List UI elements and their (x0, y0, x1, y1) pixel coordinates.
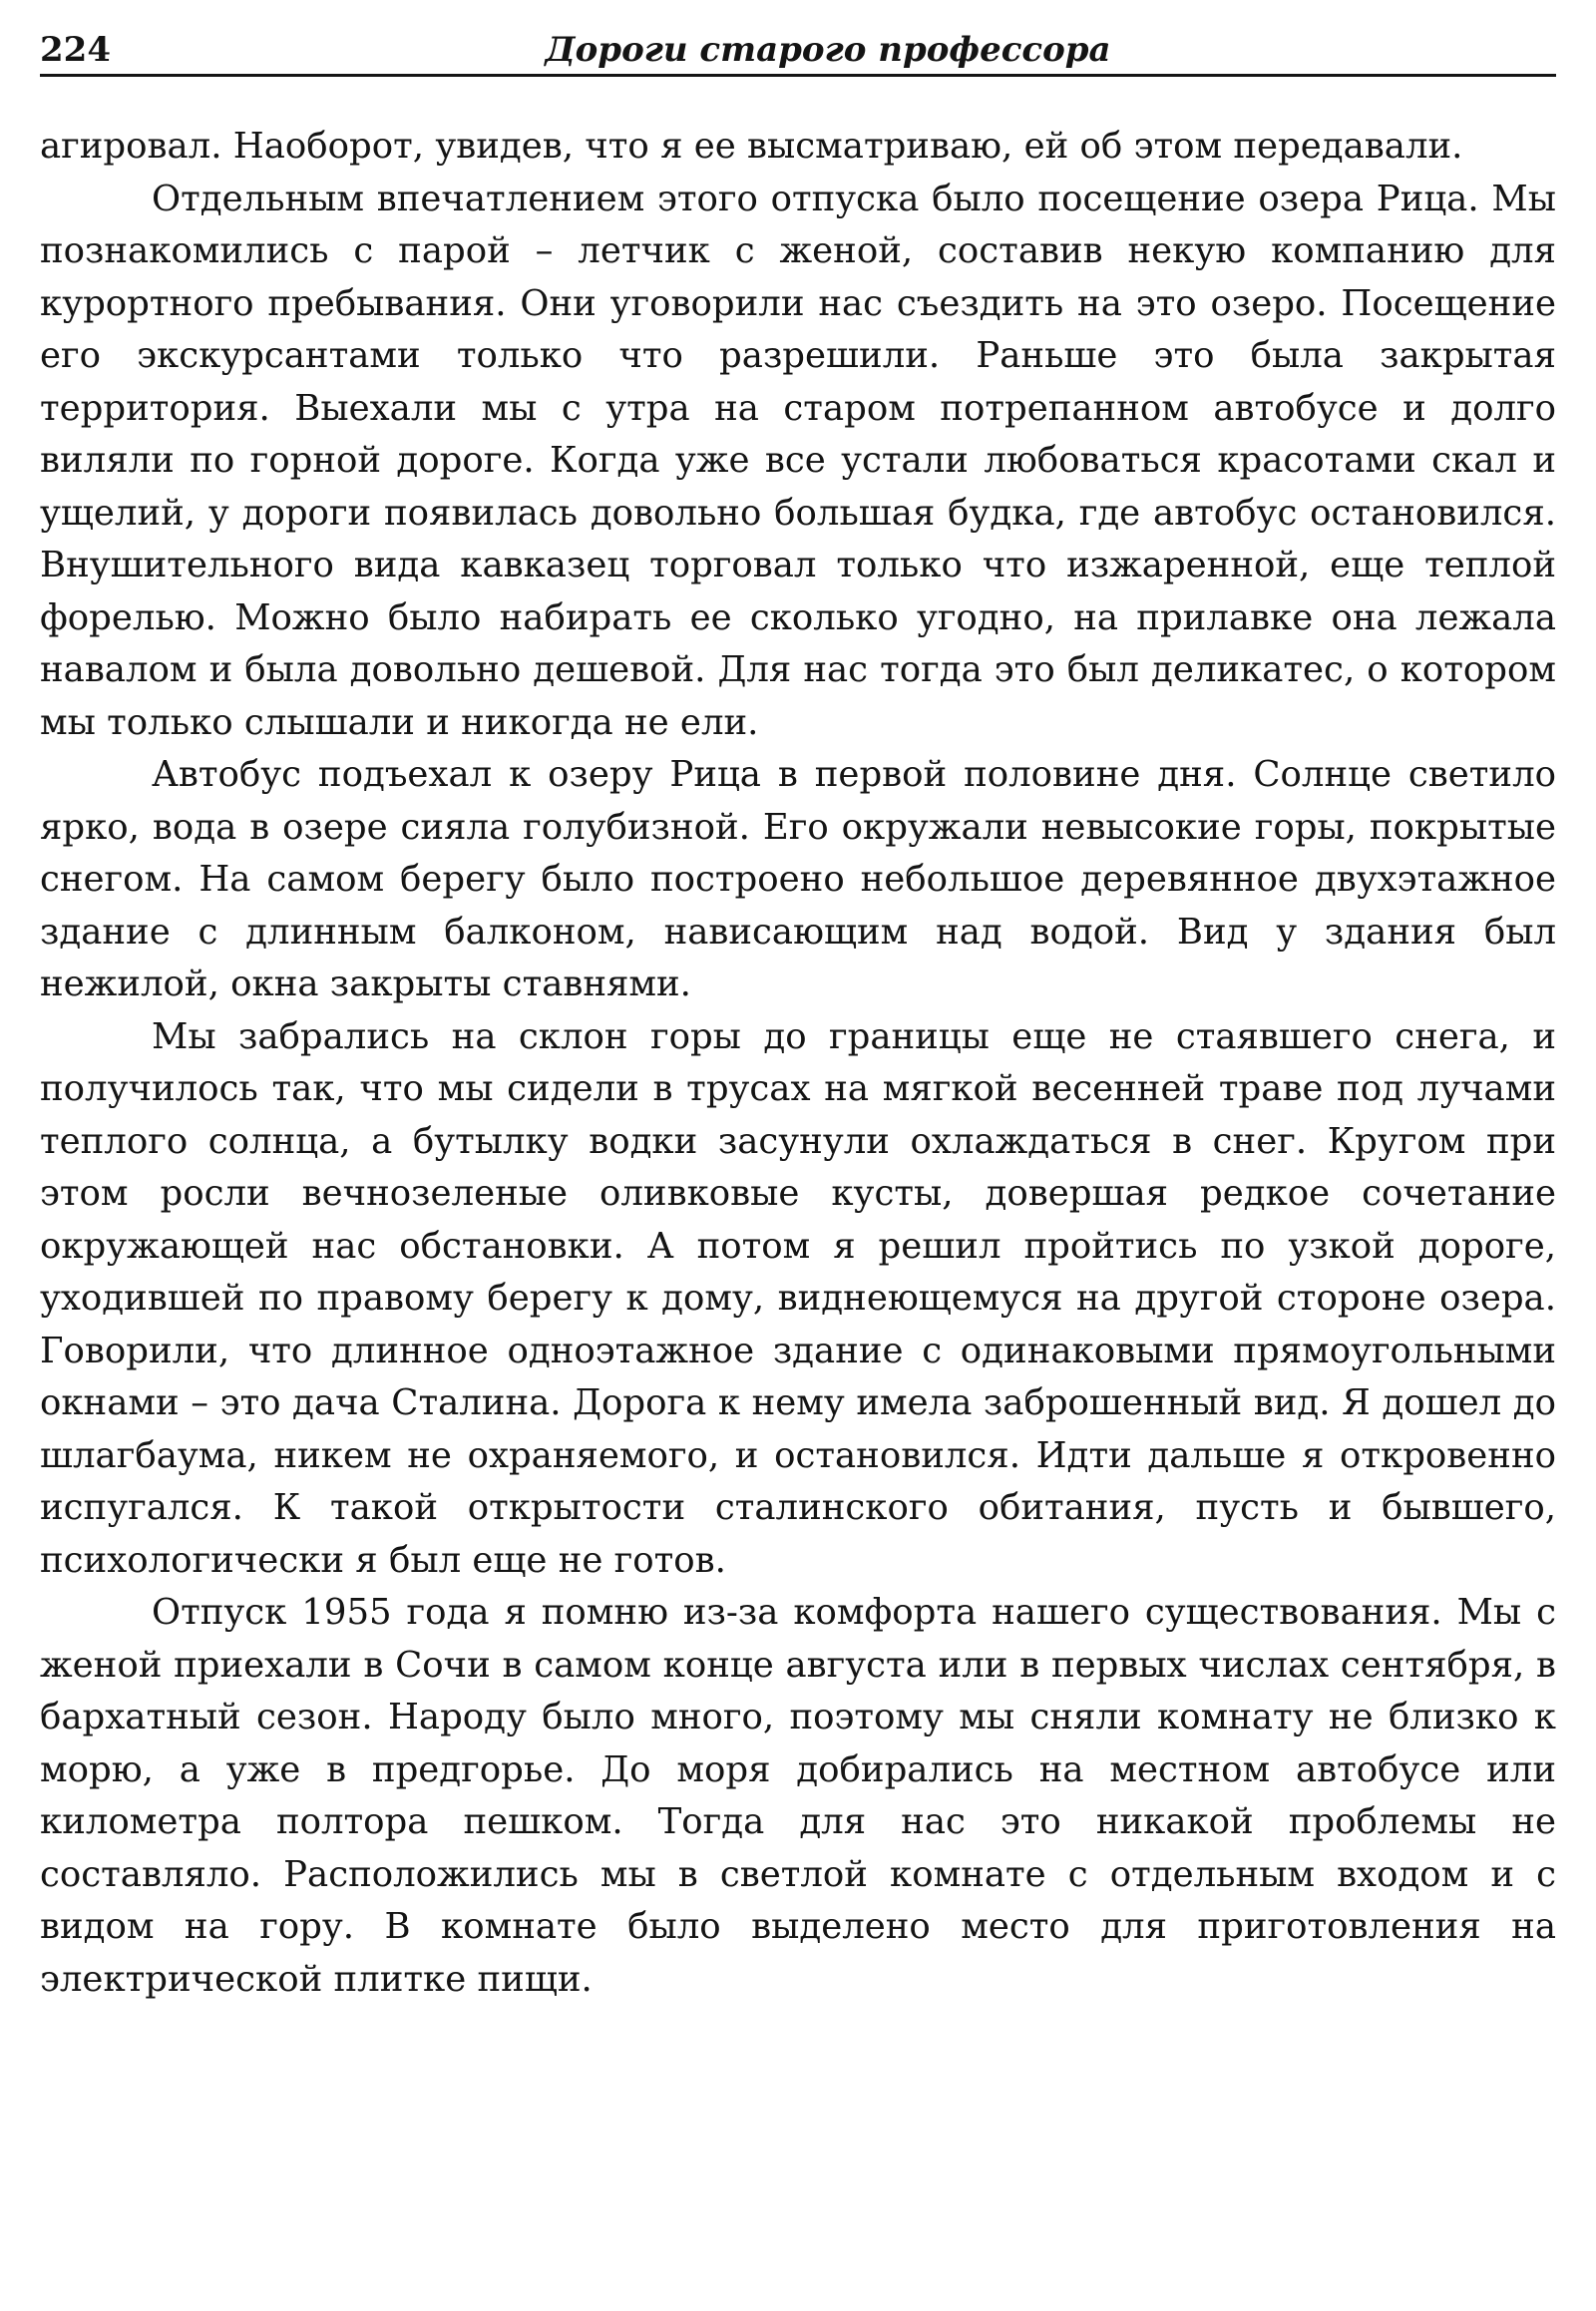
paragraph-5: Отпуск 1955 года я помню из-за комфорта нашего существования. Мы с женой приехали в Сочи в самом конце августа или в первых числах сентября, в бархатный сезон. Народу было много, поэтому мы сняли комнату не близко к морю, а уже в предгорье. До моря добирались на местном автобусе или километра полтора пешком. Тогда для нас это никакой проблемы не составляло. Расположились мы в светлой комнате с отдельным входом и с видом на гору. В комнате было выделено место для приготовления на электрической плитке пищи. (40, 1592, 1556, 2000)
paragraph-4: Мы забрались на склон горы до границы еще не стаявшего снега, и получилось так, что мы сидели в трусах на мягкой весенней траве под лучами теплого солнца, а бутылку водки засунули охлаждаться в снег. Кругом при этом росли вечнозеленые оливковые кусты, довершая редкое сочетание окружающей нас обстановки. А потом я решил пройтись по узкой дороге, уходившей по правому берегу к дому, виднеющемуся на другой стороне озера. Говорили, что длинное одноэтажное здание с одинаковыми прямоугольными окнами – это дача Сталина. Дорога к нему имела заброшенный вид. Я дошел до шлагбаума, никем не охраняемого, и остановился. Идти дальше я откровенно испугался. К такой открытости сталинского обитания, пусть и бывшего, психологически я был еще не готов. (40, 1015, 1556, 1581)
paragraph-3: Автобус подъехал к озеру Рица в первой половине дня. Солнце светило ярко, вода в озере сияла голубизной. Его окружали невысокие горы, покрытые снегом. На самом берегу было построено небольшое деревянное двухэтажное здание с длинным балконом, нависающим над водой. Вид у здания был нежилой, окна закрыты ставнями. (40, 754, 1556, 1004)
running-title: Дороги старого профессора (545, 30, 1111, 70)
book-page (40, 30, 1556, 2006)
paragraph-2: Отдельным впечатлением этого отпуска было посещение озера Рица. Мы познакомились с парой – летчик с женой, составив некую компанию для курортного пребывания. Они уговорили нас съездить на это озеро. Посещение его экскурсантами только что разрешили. Раньше это была закрытая территория. Выехали мы с утра на старом потрепанном автобусе и долго виляли по горной дороге. Когда уже все устали любоваться красотами скал и ущелий, у дороги появилась довольно большая будка, где автобус остановился. Внушительного вида кавказец торговал только что изжаренной, еще теплой форелью. Можно было набирать ее сколько угодно, на прилавке она лежала навалом и была довольно дешевой. Для нас тогда это был деликатес, о котором мы только слышали и никогда не ели. (40, 178, 1556, 743)
paragraph-1: агировал. Наоборот, увидев, что я ее высматриваю, ей об этом передавали. (40, 126, 1463, 167)
running-header (40, 30, 1556, 77)
page-number: 224 (40, 30, 111, 70)
page-body (40, 121, 1556, 2006)
